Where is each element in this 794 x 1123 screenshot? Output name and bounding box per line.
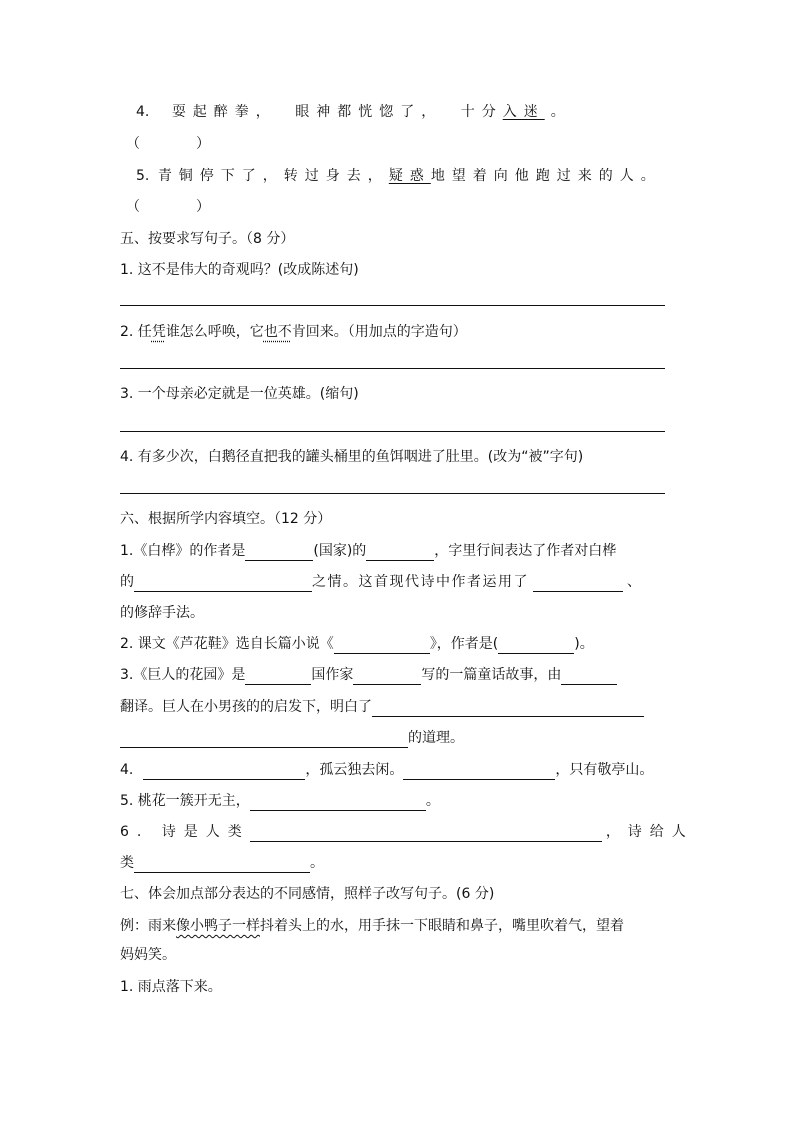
- fill-blank[interactable]: [403, 763, 555, 780]
- underlined-word: 疑惑: [388, 168, 431, 184]
- fill-blank[interactable]: [250, 794, 426, 811]
- sec5-item-3: 3. 一个母亲必定就是一位英雄。(缩句): [120, 386, 359, 402]
- sec6-item-1: [120, 541, 616, 561]
- question-text: 青铜停下了，转过身去，: [157, 168, 389, 184]
- sec5-item-1: 1. 这不是伟大的奇观吗？(改成陈述句): [120, 262, 359, 278]
- item-text: 的: [120, 574, 134, 590]
- fill-blank[interactable]: [372, 700, 644, 717]
- fill-blank[interactable]: [134, 575, 312, 592]
- sec7-example-cont: 妈妈笑。: [120, 947, 176, 963]
- item-text: 之情。这首现代诗中作者运用了: [312, 574, 529, 590]
- item-text: 翻译。巨人在小男孩的的启发下，明白了: [120, 699, 372, 715]
- fill-blank[interactable]: [250, 825, 602, 842]
- item-text: ，孤云独去闲。: [305, 762, 404, 778]
- example-text: 例：雨来: [120, 918, 176, 934]
- underlined-word: 入迷: [502, 104, 545, 120]
- question-text: 十分: [460, 104, 503, 120]
- fill-blank[interactable]: [334, 637, 430, 654]
- item-text: (国家)的: [313, 543, 367, 559]
- sec6-item-4: [120, 760, 653, 780]
- fill-blank[interactable]: [143, 763, 305, 780]
- item-text: 2. 任: [120, 324, 152, 340]
- sec5-item-4: 4. 有多少次，白鹅径直把我的罐头桶里的鱼饵咽进了肚里。(改为“被”字句): [120, 449, 584, 465]
- question-text: 耍起醉拳，: [171, 104, 277, 120]
- example-text: 抖着头上的水，用手抹一下眼睛和鼻子，嘴里吹着气，望着: [260, 918, 624, 934]
- sec6-item-3: [120, 665, 617, 685]
- item-text: )。: [574, 636, 594, 652]
- wavy-underlined-phrase: 像小鸭子一样: [176, 918, 260, 934]
- question-text: 。: [550, 104, 565, 120]
- answer-parentheses[interactable]: （ ）: [126, 136, 210, 152]
- item-text: 国作家: [311, 667, 354, 683]
- question-4: [136, 102, 565, 122]
- sec6-item-2: [120, 634, 594, 654]
- item-text: 类: [120, 855, 134, 871]
- section-7-title: 七、体会加点部分表达的不同感情，照样子改写句子。(6 分): [120, 886, 495, 902]
- sec6-item-1-cont: [120, 572, 641, 592]
- sec6-item-3-cont: [120, 697, 644, 717]
- fill-blank[interactable]: [134, 856, 310, 873]
- item-text: ，只有敬亭山。: [555, 762, 654, 778]
- item-text: 1.《白桦》的作者是: [120, 543, 246, 559]
- item-text: ，字里行间表达了作者对白桦: [434, 543, 617, 559]
- question-5: [136, 166, 662, 186]
- item-text: 、: [627, 574, 641, 590]
- dotted-char: 凭: [151, 324, 166, 340]
- question-text: 地望着向他跑过来的人。: [430, 168, 662, 184]
- sec6-item-5: [120, 791, 440, 811]
- item-text: 的道理。: [408, 730, 464, 746]
- question-text: 眼神都恍惚了，: [295, 104, 443, 120]
- fill-blank[interactable]: [353, 668, 421, 685]
- fill-blank[interactable]: [120, 731, 408, 748]
- item-text: 4.: [120, 762, 134, 778]
- answer-line[interactable]: [120, 368, 665, 369]
- fill-blank[interactable]: [245, 544, 313, 561]
- item-text: 。: [310, 855, 324, 871]
- answer-line[interactable]: [120, 431, 665, 432]
- answer-parentheses[interactable]: （ ）: [126, 199, 210, 215]
- item-text: 》，作者是(: [429, 636, 499, 652]
- dotted-char: 也不: [263, 324, 292, 340]
- fill-blank[interactable]: [498, 637, 574, 654]
- item-text: 谁怎么呼唤，它: [165, 324, 264, 340]
- question-number: 4.: [136, 104, 150, 120]
- sec7-example: [120, 916, 624, 936]
- item-text: 6. 诗是人类: [120, 824, 250, 840]
- sec6-item-3-end: [120, 728, 464, 748]
- item-text: 2. 课文《芦花鞋》选自长篇小说《: [120, 636, 334, 652]
- item-text: ，诗给人: [605, 824, 694, 840]
- answer-line[interactable]: [120, 493, 665, 494]
- sec5-item-2: [120, 322, 467, 342]
- sec6-item-1-end: 的修辞手法。: [120, 605, 204, 621]
- fill-blank[interactable]: [366, 544, 434, 561]
- sec6-item-6-cont: [120, 853, 324, 873]
- fill-blank[interactable]: [245, 668, 311, 685]
- fill-blank[interactable]: [561, 668, 617, 685]
- item-text: 3.《巨人的花园》是: [120, 667, 246, 683]
- sec7-item-1: 1. 雨点落下来。: [120, 979, 222, 995]
- item-text: 5. 桃花一簇开无主，: [120, 793, 250, 809]
- fill-blank[interactable]: [533, 575, 623, 592]
- sec6-item-6: [120, 822, 694, 842]
- item-text: 写的一篇童话故事，由: [421, 667, 562, 683]
- question-number: 5.: [136, 168, 150, 184]
- item-text: 。: [425, 793, 440, 809]
- item-text: 肯回来。（用加点的字造句）: [291, 324, 467, 340]
- answer-line[interactable]: [120, 305, 665, 306]
- section-5-title: 五、按要求写句子。（8 分）: [120, 231, 295, 247]
- section-6-title: 六、根据所学内容填空。（12 分）: [120, 511, 332, 527]
